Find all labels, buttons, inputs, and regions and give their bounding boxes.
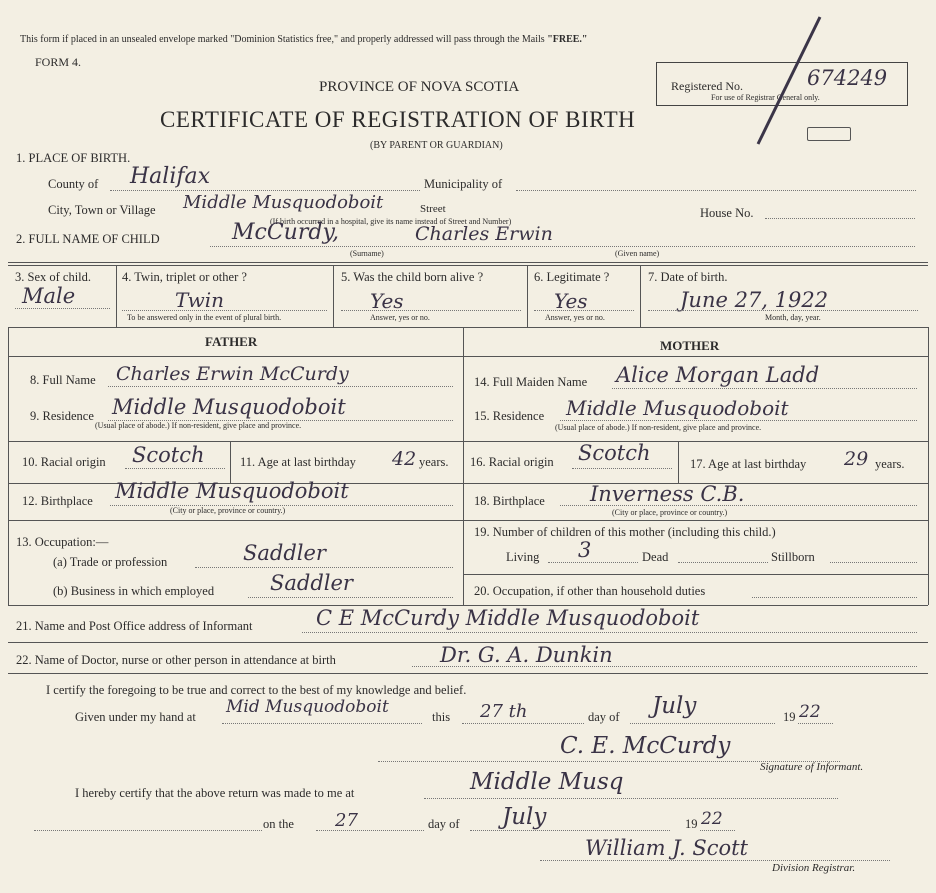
registrar-day-line	[316, 830, 424, 831]
form-number: FORM 4.	[35, 55, 82, 69]
mother-name-label: 14. Full Maiden Name	[474, 375, 588, 389]
stillborn-line	[830, 562, 917, 563]
registrar-year-prefix: 19	[685, 817, 698, 831]
registered-label: Registered No.	[671, 79, 743, 93]
mother-residence-label: 15. Residence	[474, 409, 545, 423]
date-of-birth-value: June 27, 1922	[680, 288, 829, 312]
doctor-value: Dr. G. A. Dunkin	[440, 643, 613, 667]
children-count-label: 19. Number of children of this mother (including this child.)	[474, 525, 776, 539]
father-name-label: 8. Full Name	[30, 373, 96, 387]
mother-name-line	[612, 388, 917, 389]
father-birthplace-value: Middle Musquodoboit	[115, 479, 349, 503]
mother-residence-value: Middle Musquodoboit	[566, 396, 789, 420]
mother-occupation-label: 20. Occupation, if other than household duties	[474, 584, 706, 598]
rule-row-13-top	[8, 520, 928, 521]
rule-row3-top	[8, 262, 928, 263]
rule-row3-top-double	[8, 265, 928, 266]
mail-notice	[20, 35, 587, 45]
registrar-month-value: July	[502, 804, 547, 830]
mother-name-value: Alice Morgan Ladd	[616, 363, 820, 387]
dead-label: Dead	[642, 550, 669, 564]
mother-birthplace-value: Inverness C.B.	[590, 482, 745, 506]
this-day-value: 27 th	[480, 701, 528, 722]
father-racial-line	[125, 468, 225, 469]
mail-notice-text: This form if placed in an unsealed envelope marked "Dominion Statistics free," and properly addressed will pass through the Mails	[20, 34, 545, 45]
month-line	[630, 723, 775, 724]
registrar-place-value: Middle Musq	[470, 769, 624, 795]
stillborn-label: Stillborn	[771, 550, 815, 564]
father-trade-label: (a) Trade or profession	[53, 555, 168, 569]
mother-residence-note: (Usual place of abode.) If non-resident, give place and province.	[555, 423, 762, 432]
registrar-on-label: on the	[263, 817, 294, 831]
mother-age-value: 29	[844, 448, 869, 470]
mother-birthplace-line	[560, 505, 917, 506]
twin-label: 4. Twin, triplet or other ?	[122, 270, 247, 284]
mail-notice-free: "FREE."	[547, 34, 588, 45]
rule-panel-left	[8, 327, 9, 605]
alive-label: 5. Was the child born alive ?	[341, 270, 484, 284]
mother-racial-label: 16. Racial origin	[470, 455, 554, 469]
father-trade-value: Saddler	[243, 541, 326, 565]
legitimate-label: 6. Legitimate ?	[534, 270, 610, 284]
rule-row3-col3	[527, 265, 528, 327]
mother-racial-value: Scotch	[578, 441, 651, 465]
sex-label: 3. Sex of child.	[15, 270, 92, 284]
county-line	[110, 190, 420, 191]
legitimate-value: Yes	[554, 289, 588, 313]
rule-panel-right	[928, 327, 929, 605]
child-given-name: Charles Erwin	[415, 223, 553, 245]
registrar-year-value: 22	[701, 809, 723, 829]
mother-racial-line	[572, 468, 672, 469]
year-line	[798, 723, 833, 724]
city-value: Middle Musquodoboit	[183, 192, 384, 213]
date-of-birth-line	[648, 310, 918, 311]
surname-note: (Surname)	[350, 249, 384, 258]
hospital-note: (If birth occurred in a hospital, give its name instead of Street and Number)	[270, 217, 512, 226]
registrar-place-line	[424, 798, 838, 799]
father-occupation-label: 13. Occupation:—	[16, 535, 109, 549]
this-day-line	[462, 723, 584, 724]
father-age-years: years.	[419, 455, 449, 469]
given-name-note: (Given name)	[615, 249, 660, 258]
certificate-subtitle: (BY PARENT OR GUARDIAN)	[370, 140, 503, 151]
twin-value: Twin	[175, 288, 225, 312]
municipality-line	[516, 190, 916, 191]
date-of-birth-label: 7. Date of birth.	[648, 270, 728, 284]
registered-number: 674249	[807, 66, 888, 90]
given-place-value: Mid Musquodoboit	[226, 697, 389, 717]
informant-label: 21. Name and Post Office address of Informant	[16, 619, 253, 633]
alive-value: Yes	[370, 289, 404, 313]
certificate-title: CERTIFICATE OF REGISTRATION OF BIRTH	[160, 107, 636, 132]
rule-row3-col4	[640, 265, 641, 327]
registrar-year-line	[700, 830, 735, 831]
father-trade-line	[195, 567, 453, 568]
year-value: 22	[799, 702, 821, 722]
father-racial-value: Scotch	[132, 443, 205, 467]
twin-line	[122, 310, 327, 311]
child-name-label: 2. FULL NAME OF CHILD	[16, 232, 160, 246]
father-residence-value: Middle Musquodoboit	[112, 395, 346, 419]
father-name-line	[108, 386, 453, 387]
registrar-pre-line	[34, 830, 262, 831]
father-name-value: Charles Erwin McCurdy	[116, 363, 349, 385]
city-label: City, Town or Village	[48, 203, 156, 217]
registrar-day-value: 27	[335, 810, 358, 831]
legitimate-note: Answer, yes or no.	[545, 313, 605, 322]
house-line	[765, 218, 915, 219]
doctor-line	[412, 666, 917, 667]
father-racial-label: 10. Racial origin	[22, 455, 106, 469]
county-label: County of	[48, 177, 99, 191]
rule-father-age	[230, 441, 231, 483]
living-label: Living	[506, 550, 540, 564]
alive-note: Answer, yes or no.	[370, 313, 430, 322]
mother-birthplace-note: (City or place, province or country.)	[612, 508, 728, 517]
mother-age-years: years.	[875, 457, 905, 471]
date-of-birth-note: Month, day, year.	[765, 313, 821, 322]
living-value: 3	[578, 538, 592, 562]
father-business-value: Saddler	[270, 571, 353, 595]
year-prefix: 19	[783, 710, 796, 724]
rule-row3-bottom	[8, 327, 928, 328]
registrar-signature: William J. Scott	[585, 836, 748, 860]
father-business-line	[248, 597, 453, 598]
province-heading: PROVINCE OF NOVA SCOTIA	[319, 79, 520, 95]
legitimate-line	[534, 310, 634, 311]
registrar-day-of-label: day of	[428, 817, 460, 831]
informant-signature: C. E. McCurdy	[560, 733, 731, 759]
registrar-signature-line	[540, 860, 890, 861]
father-age-value: 42	[392, 448, 417, 470]
mother-age-label: 17. Age at last birthday	[690, 457, 807, 471]
street-label: Street	[420, 203, 446, 215]
father-birthplace-label: 12. Birthplace	[22, 494, 93, 508]
day-of-label: day of	[588, 710, 620, 724]
father-residence-note: (Usual place of abode.) If non-resident, give place and province.	[95, 421, 302, 430]
registered-note: For use of Registrar General only.	[711, 93, 820, 102]
rule-row-10-top	[8, 441, 928, 442]
father-business-label: (b) Business in which employed	[53, 584, 215, 598]
registrar-month-line	[470, 830, 670, 831]
twin-note: To be answered only in the event of plural birth.	[127, 313, 282, 322]
stamp-mark	[807, 127, 851, 141]
given-place-line	[222, 723, 422, 724]
rule-panel-header	[8, 356, 928, 357]
this-label: this	[432, 710, 451, 724]
child-name-line	[210, 246, 915, 247]
month-value: July	[652, 693, 697, 719]
father-residence-label: 9. Residence	[30, 409, 94, 423]
sex-value: Male	[22, 284, 76, 308]
living-line	[548, 562, 638, 563]
registrar-statement: I hereby certify that the above return was made to me at	[75, 786, 355, 800]
doctor-label: 22. Name of Doctor, nurse or other person in attendance at birth	[16, 653, 336, 667]
place-of-birth-heading: 1. PLACE OF BIRTH.	[16, 151, 131, 165]
given-under-label: Given under my hand at	[75, 710, 196, 724]
municipality-label: Municipality of	[424, 177, 503, 191]
alive-line	[341, 310, 521, 311]
rule-cert-top	[8, 673, 928, 674]
mother-occupation-line	[752, 597, 917, 598]
sex-line	[15, 308, 110, 309]
informant-value: C E McCurdy Middle Musquodoboit	[316, 606, 700, 630]
father-birthplace-note: (City or place, province or country.)	[170, 506, 286, 515]
mother-heading: MOTHER	[660, 338, 720, 353]
father-age-label: 11. Age at last birthday	[240, 455, 356, 469]
father-heading: FATHER	[205, 334, 258, 349]
rule-row-20-top	[463, 574, 928, 575]
informant-signature-label: Signature of Informant.	[760, 761, 864, 773]
rule-mother-age	[678, 441, 679, 483]
informant-line	[302, 632, 917, 633]
county-value: Halifax	[130, 164, 211, 189]
certify-statement: I certify the foregoing to be true and correct to the best of my knowledge and belief.	[46, 683, 467, 697]
mother-birthplace-label: 18. Birthplace	[474, 494, 545, 508]
house-label: House No.	[700, 206, 754, 220]
child-surname: McCurdy,	[232, 220, 339, 245]
mother-residence-line	[560, 420, 917, 421]
rule-panel-divider	[463, 327, 464, 605]
rule-row3-col2	[333, 265, 334, 327]
rule-row3-col1	[116, 265, 117, 327]
dead-line	[678, 562, 768, 563]
registrar-signature-label: Division Registrar.	[772, 862, 856, 874]
